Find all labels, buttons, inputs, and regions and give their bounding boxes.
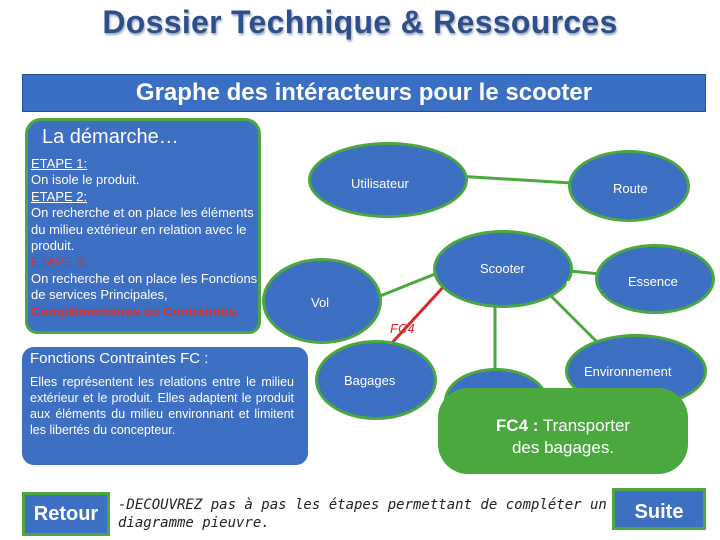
- link-scooter-environnement: [545, 290, 600, 345]
- etape3-text: On recherche et on place les Fonctions de services Principales,: [31, 270, 258, 303]
- node-bagages-label: Bagages: [344, 373, 396, 388]
- function-fc2: FC2: [546, 321, 571, 336]
- etape2-text: On recherche et on place les éléments du milieu extérieur en relation avec le produit.: [31, 205, 254, 254]
- callout-line2: des bagages.: [511, 438, 615, 457]
- node-utilisateur: [308, 142, 468, 218]
- node-scooter: [433, 230, 573, 308]
- fc4-callout: [438, 388, 688, 474]
- node-essence-label: Essence: [628, 274, 678, 289]
- etape1-text: On isole le produit.: [31, 172, 140, 188]
- etape3-bold: Complémentaires ou Contraintes.: [31, 303, 240, 319]
- fc-panel-title: Fonctions Contraintes FC :: [30, 350, 209, 367]
- function-fc3: FC3: [468, 348, 493, 363]
- demarche-tab: La démarche…: [25, 118, 261, 152]
- node-essence: [595, 244, 715, 314]
- node-vol-label: Vol: [311, 295, 330, 310]
- suite-button[interactable]: Suite: [612, 488, 706, 530]
- function-fc4: FC4: [390, 321, 415, 336]
- retour-button[interactable]: Retour: [22, 492, 110, 536]
- node-vol: [262, 258, 382, 344]
- callout-label-rest: Transporter: [538, 416, 631, 435]
- node-route-label: Route: [613, 181, 648, 196]
- callout-label-bold: FC4 :: [495, 416, 539, 435]
- etape2-title: ETAPE 2:: [31, 188, 88, 204]
- fc-panel-description: Elles représentent les relations entre le milieu extérieur et le produit. Elles adaptent le produit aux éléments du milieu environnant et limitent les libertés du concepteur.: [30, 375, 294, 437]
- node-scooter-label: Scooter: [480, 261, 525, 276]
- instruction-text: -DECOUVREZ pas à pas les étapes permettant de compléter un diagramme pieuvre.: [118, 497, 607, 531]
- node-environnement-label: Environnement: [584, 364, 672, 379]
- function-fp1: FP1: [565, 212, 589, 227]
- node-bagages: [315, 340, 437, 420]
- function-fc1: FC1: [565, 278, 590, 293]
- link-fc4-bagages: [390, 285, 445, 345]
- page-title: Dossier Technique & Ressources: [102, 4, 618, 40]
- diagram-subtitle: Graphe des intéracteurs pour le scooter: [22, 74, 706, 112]
- node-utilisateur-label: Utilisateur: [351, 176, 409, 191]
- etape3-title: ETAPE 3:: [31, 254, 88, 270]
- etape1-title: ETAPE 1:: [31, 156, 88, 171]
